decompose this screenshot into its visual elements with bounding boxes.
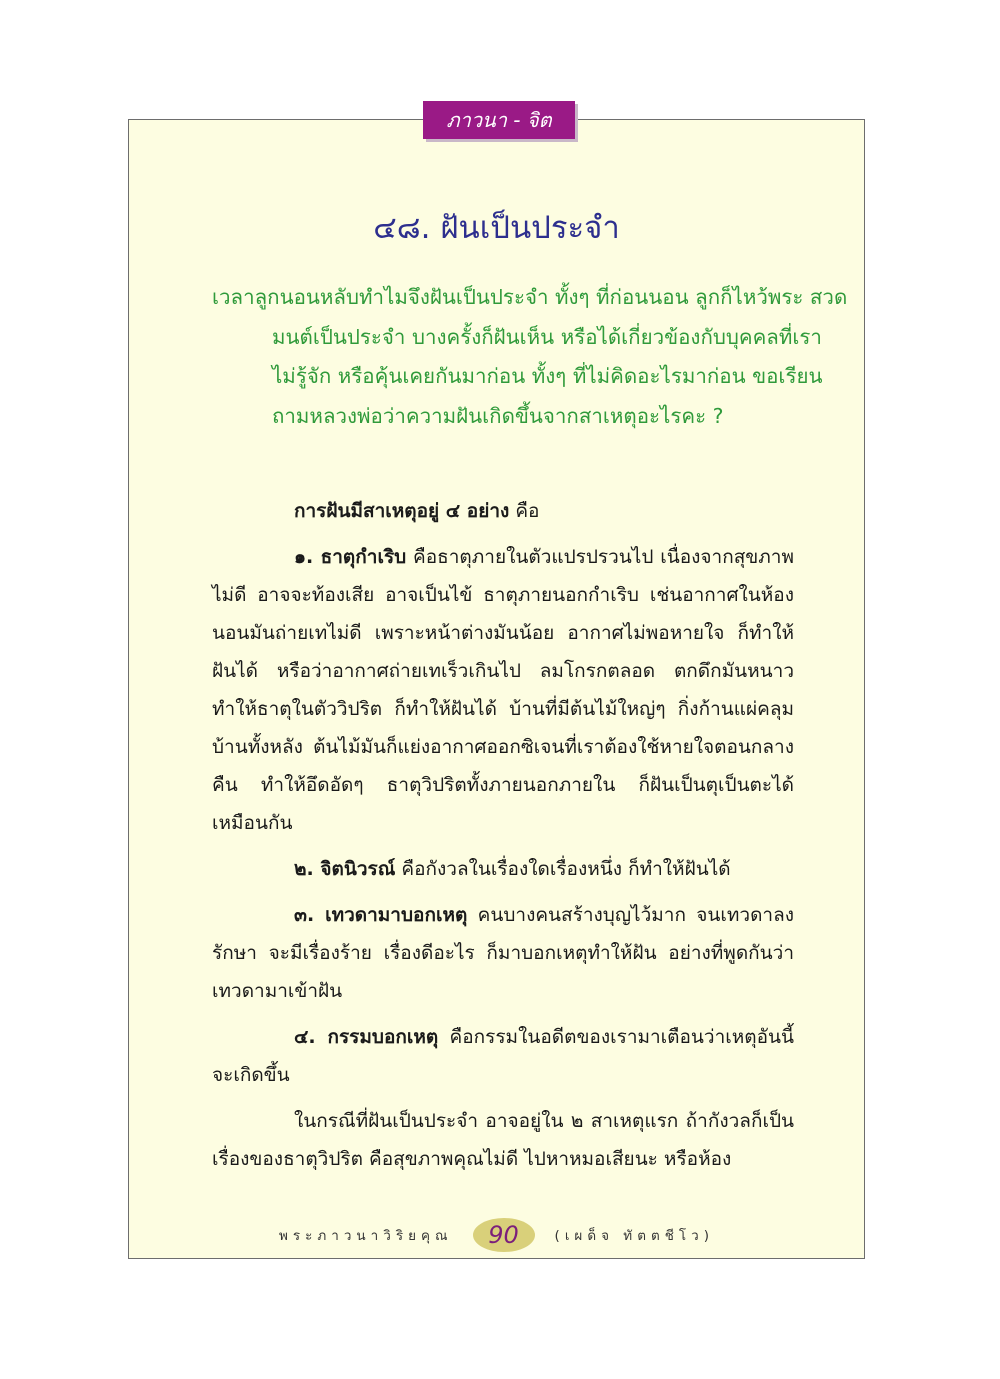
intro-paragraph <box>212 492 794 530</box>
item-4-heading: ๔. กรรมบอกเหตุ <box>294 1026 439 1048</box>
item-2-paragraph <box>212 850 794 888</box>
item-4-text: คือกรรมในอดีตของเรามาเตือนว่าเหตุอันนี้จะเกิดขึ้น <box>212 1026 794 1086</box>
item-2-heading: ๒. จิตนิวรณ์ <box>294 858 396 880</box>
question-text: เวลาลูกนอนหลับทำไมจึงฝันเป็นประจำ ทั้งๆ ที่ก่อนนอน ลูกก็ไหว้พระ สวดมนต์เป็นประจำ บางครั้งก็ฝันเห็น หรือได้เกี่ยวข้องกับบุคคลที่เราไม่รู้จัก หรือคุ้นเคยกันมาก่อน ทั้งๆ ที่ไม่คิดอะไรมาก่อน ขอเรียนถามหลวงพ่อว่าความฝันเกิดขึ้นจากสาเหตุอะไรคะ ? <box>212 285 848 428</box>
item-1-paragraph <box>212 538 794 842</box>
footer-book-title: พระภาวนาวิริยคุณ <box>278 1228 453 1244</box>
footer-author: (เผด็จ ทัตตชีโว) <box>554 1228 715 1244</box>
section-tab: ภาวนา - จิต <box>423 101 575 139</box>
answer-body <box>212 492 794 1186</box>
page-number-badge <box>473 1218 535 1252</box>
page-number: 90 <box>488 1221 519 1249</box>
item-3-text: คนบางคนสร้างบุญไว้มาก จนเทวดาลงรักษา จะมีเรื่องร้าย เรื่องดีอะไร ก็มาบอกเหตุทำให้ฝัน อย่างที่พูดกันว่าเทวดามาเข้าฝัน <box>212 904 795 1002</box>
item-3-paragraph <box>212 896 794 1010</box>
item-4-paragraph <box>212 1018 794 1094</box>
page-footer <box>128 1215 865 1255</box>
item-3-heading: ๓. เทวดามาบอกเหตุ <box>294 904 468 926</box>
item-2-text: คือกังวลในเรื่องใดเรื่องหนึ่ง ก็ทำให้ฝันได้ <box>395 858 731 880</box>
conclusion-paragraph: ในกรณีที่ฝันเป็นประจำ อาจอยู่ใน ๒ สาเหตุแรก ถ้ากังวลก็เป็นเรื่องของธาตุวิปริต คือสุขภาพคุณไม่ดี ไปหาหมอเสียนะ หรือห้อง <box>212 1110 794 1170</box>
intro-bold: การฝันมีสาเหตุอยู่ ๔ อย่าง <box>294 500 510 522</box>
intro-rest: คือ <box>509 500 540 522</box>
item-1-text: คือธาตุภายในตัวแปรปรวนไป เนื่องจากสุขภาพไม่ดี อาจจะท้องเสีย อาจเป็นไข้ ธาตุภายนอกกำเริบ เช่นอากาศในห้องนอนมันถ่ายเทไม่ดี เพราะหน้าต่างมันน้อย อากาศไม่พอหายใจ ก็ทำให้ฝันได้ หรือว่าอากาศถ่ายเทเร็วเกินไป ลมโกรกตลอด ตกดึกมันหนาว ทำให้ธาตุในตัววิปริต ก็ทำให้ฝันได้ บ้านที่มีต้นไม้ใหญ่ๆ กิ่งก้านแผ่คลุมบ้านทั้งหลัง ต้นไม้มันก็แย่งอากาศออกซิเจนที่เราต้องใช้หายใจตอนกลางคืน ทำให้อึดอัดๆ ธาตุวิปริตทั้งภายนอกภายใน ก็ฝันเป็นตุเป็นตะได้เหมือนกัน <box>212 546 795 834</box>
page-title: ๔๘. ฝันเป็นประจำ <box>373 210 620 246</box>
item-1-heading: ๑. ธาตุกำเริบ <box>294 546 407 568</box>
